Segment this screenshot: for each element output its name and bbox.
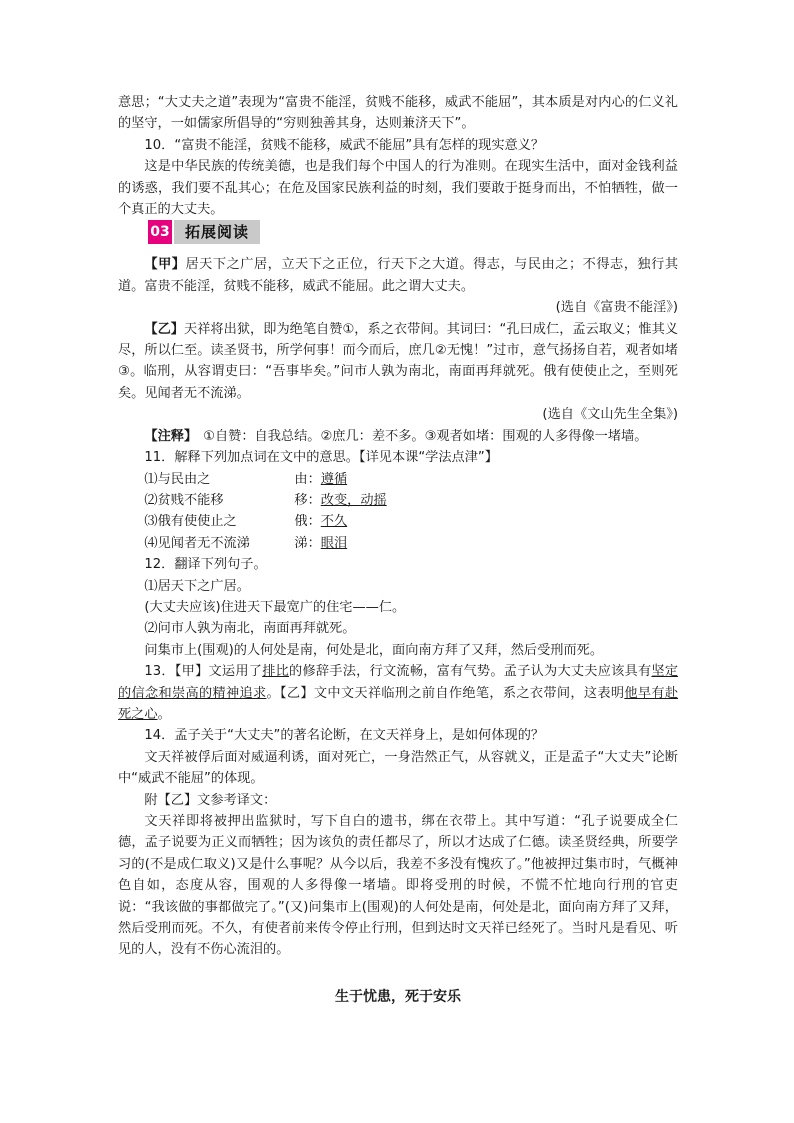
translation-label: 附【乙】文参考译文： xyxy=(144,792,277,808)
passage-yi xyxy=(118,319,678,405)
q13 xyxy=(118,661,678,725)
q12-question: 12．翻译下列句子。 xyxy=(144,557,267,573)
q11-answer: 改变，动摇 xyxy=(320,492,387,508)
q11-word: 俄： xyxy=(294,514,321,530)
passage-yi-label: 【乙】 xyxy=(144,321,185,337)
passage-yi-source: (选自《文山先生全集》) xyxy=(542,407,678,423)
q13-answer-1: 排比 xyxy=(262,664,290,680)
q11-item xyxy=(118,469,678,490)
passage-jia-label: 【甲】 xyxy=(144,257,186,273)
q11-item xyxy=(118,511,678,532)
q14-question: 14．孟子关于“大丈夫”的著名论断，在文天祥身上，是如何体现的？ xyxy=(144,728,545,744)
notes-label: 【注释】 xyxy=(144,428,198,444)
passage-jia-text: 居天下之广居，立天下之正位，行天下之大道。得志，与民由之；不得志，独行其道。富贵不能淫，贫贱不能移，威武不能屈。此之谓大丈夫。 xyxy=(118,257,679,294)
q12-sentence-2: ⑵问市人孰为南北，南面再拜就死。 xyxy=(144,621,356,637)
notes xyxy=(118,426,678,447)
q10-question: 10．“富贵不能淫，贫贱不能移，威武不能屈”具有怎样的现实意义？ xyxy=(144,137,545,153)
translation-text: 文天祥即将被押出监狱时，写下自白的遗书，绑在衣带上。其中写道：“孔子说要成全仁德，孟子说要为正义而牺牲；因为该负的责任都尽了，所以才达成了仁德。读圣贤经典，所要学习的(不是成仁取义)又是什么事呢？从今以后，我差不多没有愧疚了。”他被押过集市时，气概神色自如，态度从容，围观的人多得像一堵墙。即将受刑的时候，不慌不忙地向行刑的官吏说：“我该做的事都做完了。”(又)问集市上(围观)的人何处是南，何处是北，面向南方拜了又拜，然后受刑而死。不久，有使者前来传令停止行刑，但到达时文天祥已经死了。当时凡是看见、听见的人，没有不伤心流泪的。 xyxy=(118,814,678,958)
q11-item xyxy=(118,533,678,554)
q9-answer-tail: 意思；“大丈夫之道”表现为“富贵不能淫，贫贱不能移，威武不能屈”，其本质是对内心的仁义礼的坚守，一如儒家所倡导的“穷则独善其身，达则兼济天下”。 xyxy=(118,95,678,132)
q13-text-2: 的修辞手法，行文流畅，富有气势。孟子认为大丈夫应该具有 xyxy=(289,664,652,680)
q11-answer: 不久 xyxy=(320,514,348,530)
q12-sentence-1: ⑴居天下之广居。 xyxy=(144,578,250,594)
q12-answer-2: 问集市上(围观)的人何处是南，何处是北，面向南方拜了又拜，然后受刑而死。 xyxy=(144,642,604,658)
q11-phrase: ⑶俄有使使止之 xyxy=(144,514,237,530)
q13-answer-2: 坚定的信念和崇高的精神追求 xyxy=(118,664,679,701)
q12-answer-1: (大丈夫应该)住进天下最宽广的住宅——仁。 xyxy=(144,599,406,615)
q11-word: 由： xyxy=(294,471,321,487)
q11-phrase: ⑴与民由之 xyxy=(144,471,211,487)
passage-jia xyxy=(118,254,678,297)
section-title: 拓展阅读 xyxy=(172,220,260,244)
q13-text-3: 。【乙】文中文天祥临刑之前自作绝笔，系之衣带间，这表明 xyxy=(266,685,625,701)
passage-jia-source: (选自《富贵不能淫》) xyxy=(555,300,678,316)
section-header xyxy=(148,220,260,244)
q11-word: 移： xyxy=(294,492,321,508)
q11-answer: 遵循 xyxy=(320,471,348,487)
passage-yi-text: 天祥将出狱，即为绝笔自赞①，系之衣带间。其词曰：“孔曰成仁，孟云取义；惟其义尽，所以仁至。读圣贤书，所学何事！而今而后，庶几②无愧！”过市，意气扬扬自若，观者如堵③。临刑，从容谓吏曰：“吾事毕矣。”问市人孰为南北，南面再拜就死。俄有使使止之，至则死矣。见闻者无不流涕。 xyxy=(118,321,679,401)
q11-phrase: ⑷见闻者无不流涕 xyxy=(144,535,250,551)
next-lesson-title: 生于忧患，死于安乐 xyxy=(335,988,461,1005)
q14-answer: 文天祥被俘后面对威逼利诱，面对死亡，一身浩然正气，从容就义，正是孟子“大丈夫”论断中“威武不能屈”的体现。 xyxy=(118,749,678,787)
notes-text: ①自赞：自我总结。②庶几：差不多。③观者如堵：围观的人多得像一堵墙。 xyxy=(203,428,648,444)
q11-phrase: ⑵贫贱不能移 xyxy=(144,492,224,508)
q13-answer-3: 他早有赴死之心 xyxy=(118,685,679,722)
q11-item xyxy=(118,490,678,511)
q13-text-4: 。 xyxy=(157,706,171,722)
q11-question: 11．解释下列加点词在文中的意思。【详见本课“学法点津”】 xyxy=(144,450,498,466)
q11-answer: 眼泪 xyxy=(320,535,348,551)
section-number: 03 xyxy=(148,220,172,244)
q11-word: 涕： xyxy=(294,535,321,551)
q13-text-1: 13．【甲】文运用了 xyxy=(144,664,263,680)
page-content xyxy=(118,92,678,1008)
q10-answer: 这是中华民族的传统美德，也是我们每个中国人的行为准则。在现实生活中，面对金钱利益的诱惑，我们要不乱其心；在危及国家民族利益的时刻，我们要敢于挺身而出，不怕牺牲，做一个真正的大丈夫。 xyxy=(118,159,678,218)
